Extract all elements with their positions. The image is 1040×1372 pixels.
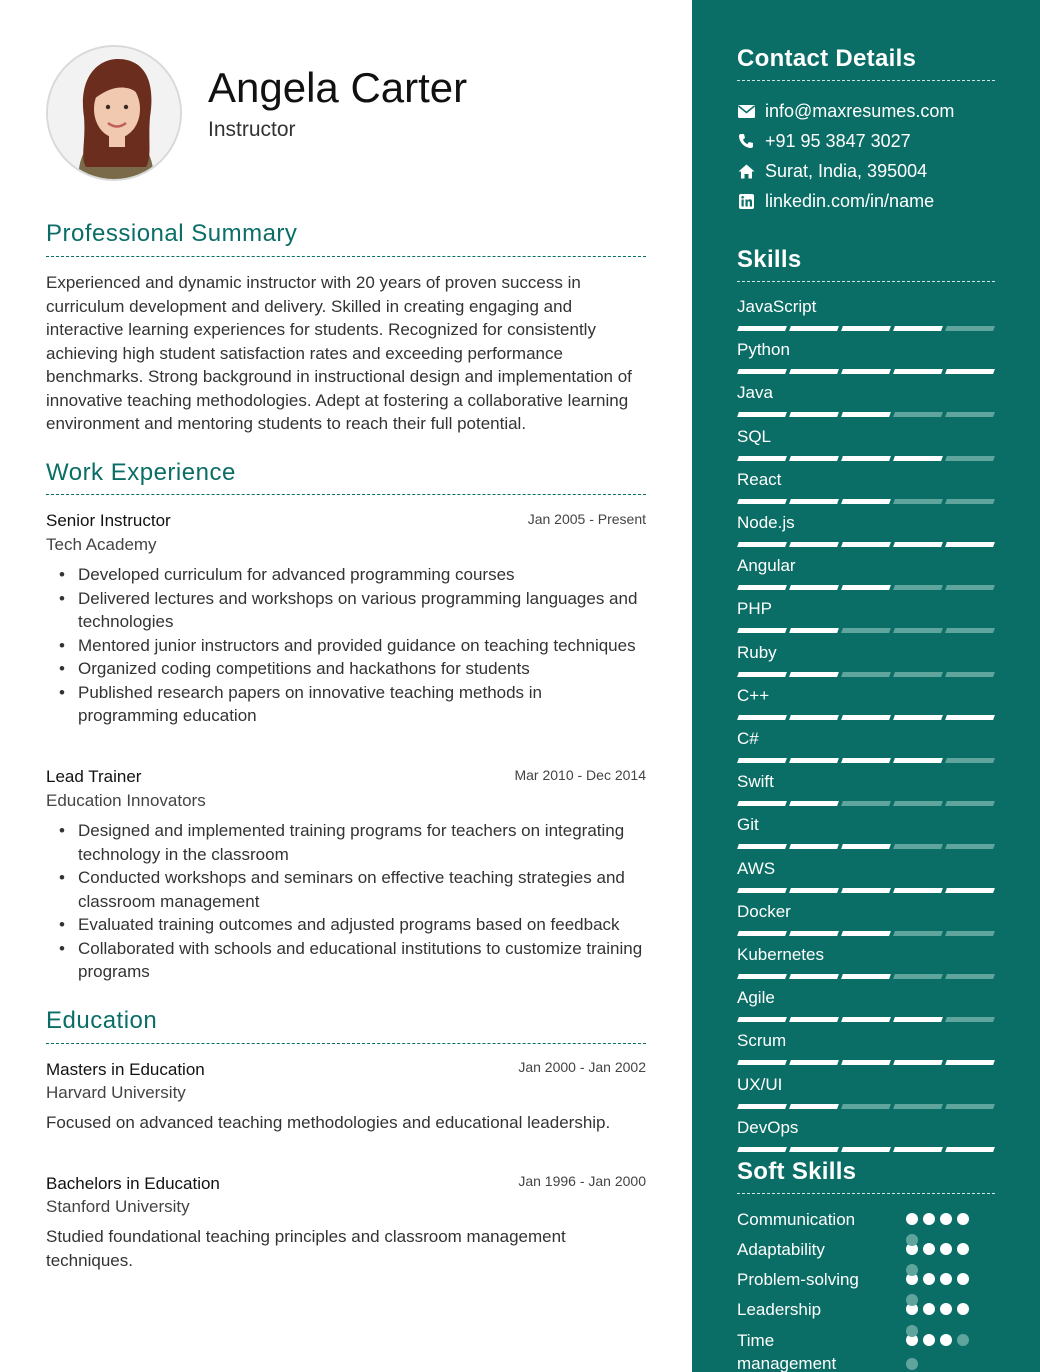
skill-bar-segment xyxy=(945,844,995,849)
skill-bar-segment xyxy=(945,585,995,590)
skill-level-bar xyxy=(738,412,994,417)
degree-title: Bachelors in Education xyxy=(46,1174,220,1193)
rating-dot xyxy=(940,1334,952,1346)
skill-bar-segment xyxy=(789,628,839,633)
skill-bar-segment xyxy=(789,931,839,936)
skill-bar-segment xyxy=(893,1017,943,1022)
skill-bar-segment xyxy=(737,844,787,849)
degree-description: Studied foundational teaching principles and classroom management techniques. xyxy=(46,1227,566,1270)
job-title: Senior Instructor xyxy=(46,511,171,530)
skill-bar-segment xyxy=(841,542,891,547)
skill-name: Docker xyxy=(737,901,791,921)
skill-level-bar xyxy=(738,542,994,547)
skill-bar-segment xyxy=(893,585,943,590)
skill-bar-segment xyxy=(737,715,787,720)
bullet-item: • Collaborated with schools and educational institutions to customize training programs xyxy=(78,937,646,984)
skill-bar-segment xyxy=(945,499,995,504)
skill-bar-segment xyxy=(893,628,943,633)
skill-bar-segment xyxy=(737,758,787,763)
skill-level-bar xyxy=(738,1147,994,1152)
rating-dot-extra xyxy=(906,1294,918,1306)
rating-dot-extra xyxy=(906,1358,918,1370)
bullet-item: • Mentored junior instructors and provided guidance on teaching techniques xyxy=(78,634,646,658)
skill-bar-segment xyxy=(841,412,891,417)
contact-linkedin xyxy=(737,189,934,213)
skill-bar-segment xyxy=(841,326,891,331)
degree-date: Jan 1996 - Jan 2000 xyxy=(518,1173,646,1189)
skill-bar-segment xyxy=(841,715,891,720)
linkedin-text: linkedin.com/in/name xyxy=(765,190,935,211)
skill-bar-segment xyxy=(893,542,943,547)
address-text: Surat, India, 395004 xyxy=(765,160,928,181)
skill-bar-segment xyxy=(737,801,787,806)
skill-bar-segment xyxy=(893,888,943,893)
skill-bar-segment xyxy=(789,672,839,677)
skill-bar-segment xyxy=(893,715,943,720)
skill-bar-segment xyxy=(737,1017,787,1022)
skill-bar-segment xyxy=(841,1060,891,1065)
skill-name: Kubernetes xyxy=(737,945,824,964)
rating-dot xyxy=(923,1243,935,1255)
contact-address xyxy=(737,159,927,183)
skill-bar-segment xyxy=(841,758,891,763)
skill-level-bar xyxy=(738,801,994,806)
skill-bar-segment xyxy=(945,1147,995,1152)
skill-bar-segment xyxy=(789,369,839,374)
skill-bar-segment xyxy=(789,715,839,720)
contact-phone xyxy=(737,129,911,153)
job-title: Lead Trainer xyxy=(46,767,142,786)
rating-dot xyxy=(957,1243,969,1255)
skill-name: JavaScript xyxy=(737,297,817,316)
skill-name: C++ xyxy=(737,685,770,705)
bullet-item: • Organized coding competitions and hackathons for students xyxy=(78,657,646,681)
skill-bar-segment xyxy=(945,801,995,806)
skill-bar-segment xyxy=(789,758,839,763)
experience-heading: Work Experience xyxy=(46,459,236,486)
soft-skill-name: Adaptability xyxy=(737,1240,825,1259)
summary-heading: Professional Summary xyxy=(46,220,298,247)
skill-bar-segment xyxy=(737,542,787,547)
skill-level-bar xyxy=(738,715,994,720)
bullet-item: • Published research papers on innovative teaching methods in programming education xyxy=(78,681,646,728)
skill-bar-segment xyxy=(789,801,839,806)
skill-bar-segment xyxy=(789,499,839,504)
skill-bar-segment xyxy=(737,1060,787,1065)
rating-dot xyxy=(957,1334,969,1346)
rating-dot-extra xyxy=(906,1264,918,1276)
skill-level-bar xyxy=(738,1060,994,1065)
skill-level-bar xyxy=(738,758,994,763)
skill-bar-segment xyxy=(945,542,995,547)
rating-dot xyxy=(923,1213,935,1225)
skill-bar-segment xyxy=(945,456,995,461)
rating-dot xyxy=(940,1213,952,1225)
skill-level-bar xyxy=(738,888,994,893)
skill-bar-segment xyxy=(789,888,839,893)
linkedin-icon xyxy=(737,192,755,210)
skill-bar-segment xyxy=(789,542,839,547)
degree-date: Jan 2000 - Jan 2002 xyxy=(518,1059,646,1075)
skill-bar-segment xyxy=(945,974,995,979)
skill-bar-segment xyxy=(841,888,891,893)
skill-bar-segment xyxy=(737,1147,787,1152)
summary-divider xyxy=(46,256,646,257)
skill-bar-segment xyxy=(789,585,839,590)
skill-bar-segment xyxy=(841,456,891,461)
skill-bar-segment xyxy=(893,412,943,417)
job-date: Mar 2010 - Dec 2014 xyxy=(514,767,646,783)
soft-skill-name: Problem-solving xyxy=(737,1270,859,1289)
skill-bar-segment xyxy=(945,326,995,331)
skill-name: C# xyxy=(737,729,759,748)
skill-bar-segment xyxy=(841,585,891,590)
school-name: Harvard University xyxy=(46,1083,186,1102)
skill-bar-segment xyxy=(893,931,943,936)
skill-name: Git xyxy=(737,815,759,835)
skill-bar-segment xyxy=(841,628,891,633)
job-bullets xyxy=(78,819,646,984)
skill-bar-segment xyxy=(945,758,995,763)
skill-bar-segment xyxy=(945,672,995,677)
rating-dot xyxy=(957,1273,969,1285)
skill-bar-segment xyxy=(737,456,787,461)
skill-bar-segment xyxy=(841,499,891,504)
profile-photo-image xyxy=(48,47,182,181)
skill-bar-segment xyxy=(789,456,839,461)
education-divider xyxy=(46,1043,646,1044)
skill-name: Swift xyxy=(737,772,774,792)
skill-bar-segment xyxy=(737,326,787,331)
job-organization: Tech Academy xyxy=(46,535,157,554)
skill-bar-segment xyxy=(945,931,995,936)
rating-dot-extra xyxy=(906,1234,918,1246)
skill-bar-segment xyxy=(893,1060,943,1065)
skill-bar-segment xyxy=(841,672,891,677)
skill-bar-segment xyxy=(841,1104,891,1109)
skill-level-bar xyxy=(738,1017,994,1022)
skill-bar-segment xyxy=(841,801,891,806)
skill-name: Angular xyxy=(737,556,796,576)
skill-bar-segment xyxy=(893,844,943,849)
skill-bar-segment xyxy=(893,801,943,806)
skill-name: AWS xyxy=(737,858,776,878)
skill-bar-segment xyxy=(789,844,839,849)
skill-bar-segment xyxy=(945,412,995,417)
skill-bar-segment xyxy=(789,326,839,331)
skill-bar-segment xyxy=(841,1147,891,1152)
skill-bar-segment xyxy=(737,974,787,979)
skill-bar-segment xyxy=(789,1060,839,1065)
skill-bar-segment xyxy=(789,1147,839,1152)
degree-title: Masters in Education xyxy=(46,1060,205,1079)
skill-name: Node.js xyxy=(737,513,795,532)
skill-bar-segment xyxy=(841,1017,891,1022)
skill-bar-segment xyxy=(789,412,839,417)
soft-skill-rating xyxy=(906,1213,969,1225)
skill-bar-segment xyxy=(893,499,943,504)
summary-text: Experienced and dynamic instructor with 20 years of proven success in curriculum development and delivery. Skilled in creating engaging and interactive learning experiences for students. Recognized for consistently achieving high student satisfaction rates and exceeding performance benchmarks. Strong background in instructional design and implementation of innovative teaching methodologies. Adept at fostering a collaborative learning environment and mentoring students to reach their full potential. xyxy=(46,273,632,433)
skill-level-bar xyxy=(738,844,994,849)
soft-skill-name: Leadership xyxy=(737,1300,822,1319)
contact-divider xyxy=(737,80,995,81)
contact-email xyxy=(737,99,954,123)
bullet-item: • Evaluated training outcomes and adjusted programs based on feedback xyxy=(78,913,646,937)
skill-bar-segment xyxy=(893,1147,943,1152)
soft-skills-divider xyxy=(737,1193,995,1194)
skill-name: DevOps xyxy=(737,1117,799,1137)
skill-bar-segment xyxy=(945,715,995,720)
skill-bar-segment xyxy=(789,1104,839,1109)
skill-bar-segment xyxy=(841,844,891,849)
skill-bar-segment xyxy=(893,974,943,979)
skill-name: React xyxy=(737,469,782,489)
skill-bar-segment xyxy=(893,369,943,374)
phone-text: +91 95 3847 3027 xyxy=(765,130,911,151)
rating-dot xyxy=(957,1213,969,1225)
profile-photo xyxy=(46,45,182,181)
skill-bar-segment xyxy=(841,974,891,979)
soft-skill-name: Communication xyxy=(737,1210,856,1229)
skill-name: Scrum xyxy=(737,1031,787,1051)
skill-bar-segment xyxy=(945,1104,995,1109)
skill-bar-segment xyxy=(893,326,943,331)
skill-bar-segment xyxy=(945,628,995,633)
rating-dot xyxy=(957,1303,969,1315)
skill-bar-segment xyxy=(737,412,787,417)
skill-bar-segment xyxy=(737,888,787,893)
skill-level-bar xyxy=(738,672,994,677)
skill-level-bar xyxy=(738,585,994,590)
skill-bar-segment xyxy=(893,758,943,763)
skill-bar-segment xyxy=(737,628,787,633)
skill-name: Agile xyxy=(737,988,775,1008)
rating-dot xyxy=(923,1334,935,1346)
skill-bar-segment xyxy=(737,672,787,677)
skill-bar-segment xyxy=(789,974,839,979)
skill-name: UX/UI xyxy=(737,1074,783,1094)
bullet-item: • Developed curriculum for advanced programming courses xyxy=(78,563,646,587)
skills-heading: Skills xyxy=(737,246,802,273)
job-date: Jan 2005 - Present xyxy=(527,511,646,527)
sidebar xyxy=(692,0,1040,1372)
soft-skills-heading: Soft Skills xyxy=(737,1158,857,1185)
skill-name: Ruby xyxy=(737,642,777,662)
skill-level-bar xyxy=(738,369,994,374)
skill-bar-segment xyxy=(893,456,943,461)
rating-dot xyxy=(906,1213,918,1225)
rating-dot xyxy=(923,1303,935,1315)
skill-bar-segment xyxy=(737,1104,787,1109)
skill-bar-segment xyxy=(945,1060,995,1065)
skill-level-bar xyxy=(738,628,994,633)
skill-bar-segment xyxy=(945,369,995,374)
education-heading: Education xyxy=(46,1007,158,1034)
skill-bar-segment xyxy=(737,499,787,504)
skill-bar-segment xyxy=(789,1017,839,1022)
bullet-item: • Conducted workshops and seminars on effective teaching strategies and classroom management xyxy=(78,866,646,913)
skill-level-bar xyxy=(738,931,994,936)
phone-icon xyxy=(737,132,755,150)
skill-level-bar xyxy=(738,499,994,504)
skill-name: Java xyxy=(737,383,773,403)
skill-bar-segment xyxy=(737,585,787,590)
contact-heading: Contact Details xyxy=(737,45,917,72)
skill-bar-segment xyxy=(893,672,943,677)
skill-level-bar xyxy=(738,1104,994,1109)
skill-bar-segment xyxy=(893,1104,943,1109)
candidate-title: Instructor xyxy=(208,118,296,141)
skills-divider xyxy=(737,281,995,282)
home-icon xyxy=(737,162,755,180)
skill-bar-segment xyxy=(945,888,995,893)
soft-skill-name: Time management xyxy=(737,1331,837,1372)
rating-dot xyxy=(940,1303,952,1315)
bullet-item: • Designed and implemented training programs for teachers on integrating technology in the classroom xyxy=(78,819,646,866)
degree-description: Focused on advanced teaching methodologies and educational leadership. xyxy=(46,1113,611,1132)
school-name: Stanford University xyxy=(46,1197,190,1216)
email-text: info@maxresumes.com xyxy=(765,100,955,121)
candidate-name: Angela Carter xyxy=(208,64,468,111)
bullet-item: • Delivered lectures and workshops on various programming languages and technologies xyxy=(78,587,646,634)
skill-level-bar xyxy=(738,974,994,979)
rating-dot xyxy=(940,1243,952,1255)
rating-dot-extra xyxy=(906,1325,918,1337)
skill-bar-segment xyxy=(737,369,787,374)
envelope-icon xyxy=(737,102,755,120)
experience-divider xyxy=(46,494,646,495)
skill-bar-segment xyxy=(841,931,891,936)
job-organization: Education Innovators xyxy=(46,791,206,810)
rating-dot xyxy=(940,1273,952,1285)
skill-level-bar xyxy=(738,326,994,331)
job-bullets xyxy=(78,563,646,728)
skill-bar-segment xyxy=(737,931,787,936)
skill-name: PHP xyxy=(737,599,772,619)
skill-name: Python xyxy=(737,340,790,360)
skill-bar-segment xyxy=(841,369,891,374)
skill-bar-segment xyxy=(945,1017,995,1022)
rating-dot xyxy=(923,1273,935,1285)
skill-name: SQL xyxy=(737,426,772,446)
skill-level-bar xyxy=(738,456,994,461)
